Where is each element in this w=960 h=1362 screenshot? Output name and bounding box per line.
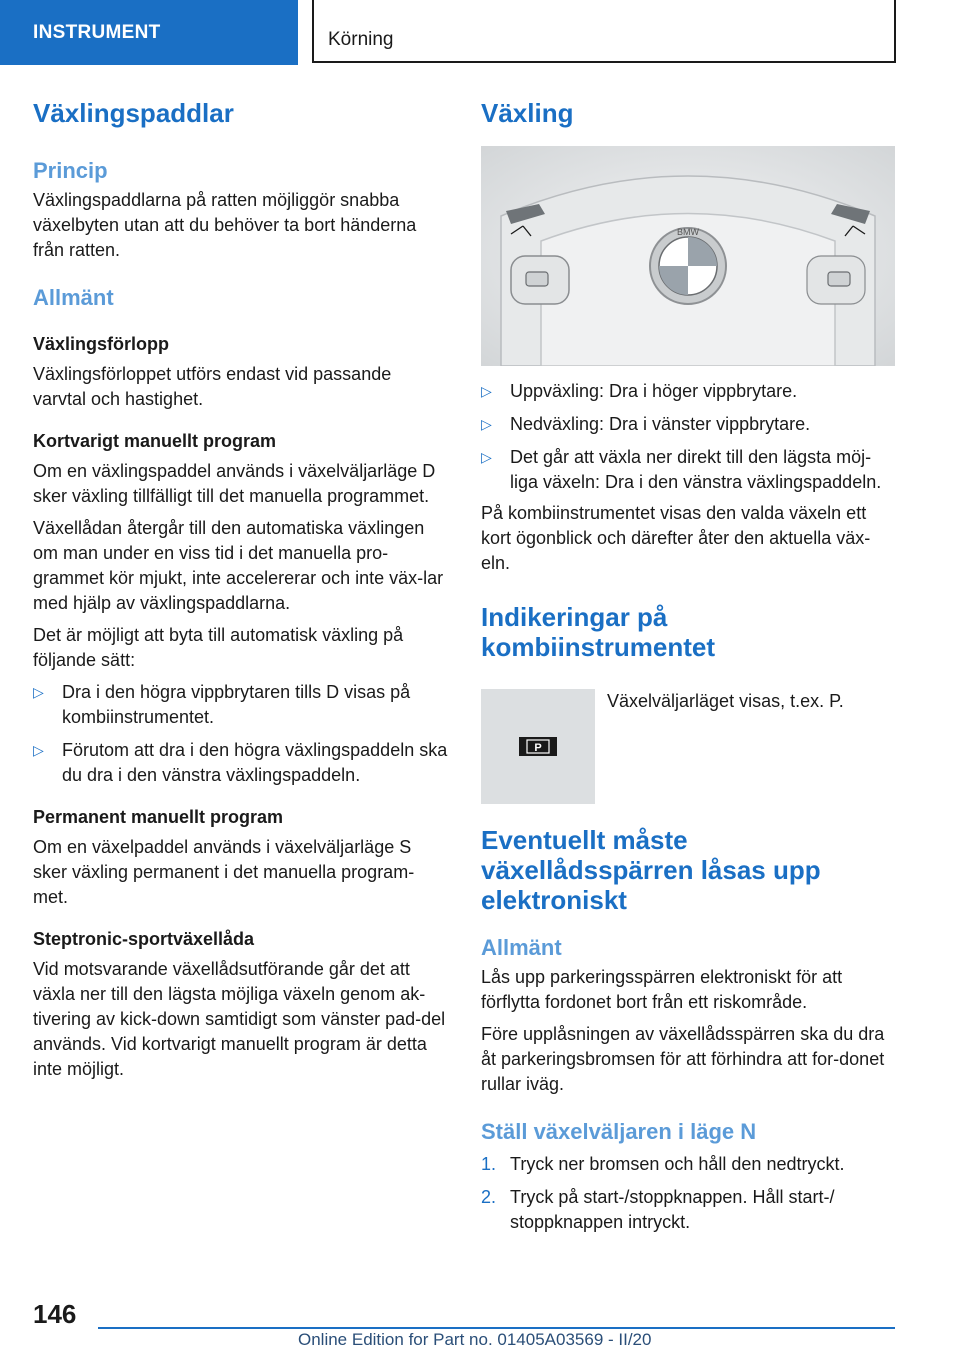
step-number: 1. bbox=[481, 1154, 497, 1174]
step-text: Tryck på start-/stoppknappen. Håll start-/ stoppknappen intryckt. bbox=[510, 1187, 835, 1232]
kort-text-1: Om en växlingspaddel används i växelväljarläge D sker växling tillfälligt till det manuella programmet. bbox=[33, 461, 436, 506]
list-item-text: Det går att växla ner direkt till den lägsta möj-liga växeln: Dra i den vänstra växlingspaddeln. bbox=[510, 447, 882, 492]
chapter-tab[interactable]: Körning bbox=[312, 0, 896, 63]
gear-symbol: P bbox=[534, 742, 542, 754]
allmant-text-1: Lås upp parkeringsspärren elektroniskt för att förflytta fordonet bort från ett riskområde. bbox=[481, 967, 843, 1012]
list-item bbox=[481, 445, 897, 495]
triangle-bullet-icon: ▷ bbox=[481, 383, 492, 399]
perm-text: Om en växelpaddel används i växelväljarläge S sker växling permanent i det manuella program-met. bbox=[33, 837, 415, 907]
stall-heading: Ställ växelväljaren i läge N bbox=[481, 1119, 757, 1144]
event-heading: Eventuellt måste växellådsspärren låsas upp elektroniskt bbox=[481, 825, 821, 915]
kort-heading: Kortvarigt manuellt program bbox=[33, 431, 277, 451]
section-tab[interactable]: INSTRUMENT bbox=[0, 0, 298, 65]
edition-link[interactable]: Online Edition for Part no. 01405A03569 - II/20 bbox=[298, 1330, 652, 1349]
page-title: Växlingspaddlar bbox=[33, 98, 234, 128]
list-item-text: Nedväxling: Dra i vänster vippbrytare. bbox=[510, 414, 811, 434]
step-heading: Steptronic-sportväxellåda bbox=[33, 929, 255, 949]
triangle-bullet-icon: ▷ bbox=[33, 684, 44, 700]
perm-heading: Permanent manuellt program bbox=[33, 807, 284, 827]
triangle-bullet-icon: ▷ bbox=[481, 416, 492, 432]
princip-heading: Princip bbox=[33, 158, 108, 183]
vaxling-text: På kombiinstrumentet visas den valda växeln ett kort ögonblick och därefter åter den aktuella väx-eln. bbox=[481, 503, 871, 573]
step-item bbox=[481, 1152, 897, 1177]
list-item-text: Förutom att dra i den högra växlingspaddeln ska du dra i den vänstra växlingspaddeln. bbox=[62, 740, 448, 785]
footer-divider bbox=[98, 1327, 895, 1329]
kort-text-2: Växellådan återgår till den automatiska växlingen om man under en viss tid i det manuella pro-grammet kör mjukt, inte accelererar och inte väx-lar med hjälp av växlingspaddlarna. bbox=[33, 518, 444, 613]
allmant-heading: Allmänt bbox=[33, 285, 114, 310]
list-item bbox=[33, 680, 449, 730]
list-item bbox=[481, 412, 897, 437]
triangle-bullet-icon: ▷ bbox=[33, 742, 44, 758]
indicator-row bbox=[481, 689, 897, 807]
kort-text-3: Det är möjligt att byta till automatisk växling på följande sätt: bbox=[33, 625, 404, 670]
step-item bbox=[481, 1185, 897, 1235]
indik-text: Växelväljarläget visas, t.ex. P. bbox=[607, 691, 844, 711]
step-text: Tryck ner bromsen och håll den nedtryckt. bbox=[510, 1154, 845, 1174]
forlopp-heading: Växlingsförlopp bbox=[33, 334, 170, 354]
page-number: 146 bbox=[33, 1299, 77, 1329]
gear-p-icon bbox=[481, 689, 595, 804]
steering-wheel-image bbox=[481, 146, 895, 366]
list-item bbox=[481, 379, 897, 404]
step-text: Vid motsvarande växellådsutförande går det att växla ner till den lägsta möjliga växeln genom ak-tivering av kick-down samtidigt som vänster pad-del används. Vid kortvarigt manuellt program är detta inte möjligt. bbox=[33, 959, 446, 1079]
forlopp-text: Växlingsförloppet utförs endast vid passande varvtal och hastighet. bbox=[33, 364, 392, 409]
wheel-logo-text: BMW bbox=[677, 227, 699, 237]
indik-heading: Indikeringar på kombiinstrumentet bbox=[481, 602, 716, 662]
right-column bbox=[481, 98, 897, 1235]
allmant-heading-right: Allmänt bbox=[481, 935, 562, 960]
steering-wheel-icon bbox=[481, 146, 895, 366]
princip-text: Växlingspaddlarna på ratten möjliggör snabba växelbyten utan att du behöver ta bort händerna från ratten. bbox=[33, 190, 417, 260]
list-item bbox=[33, 738, 449, 788]
list-item-text: Uppväxling: Dra i höger vippbrytare. bbox=[510, 381, 798, 401]
left-column bbox=[33, 98, 449, 1082]
list-item-text: Dra i den högra vippbrytaren tills D visas på kombiinstrumentet. bbox=[62, 682, 411, 727]
triangle-bullet-icon: ▷ bbox=[481, 449, 492, 465]
step-number: 2. bbox=[481, 1187, 497, 1207]
gear-indicator-image bbox=[481, 689, 595, 804]
allmant-text-2: Före upplåsningen av växellådsspärren ska du dra åt parkeringsbromsen för att förhindra att for-donet rullar iväg. bbox=[481, 1024, 885, 1094]
vaxling-heading: Växling bbox=[481, 98, 574, 128]
